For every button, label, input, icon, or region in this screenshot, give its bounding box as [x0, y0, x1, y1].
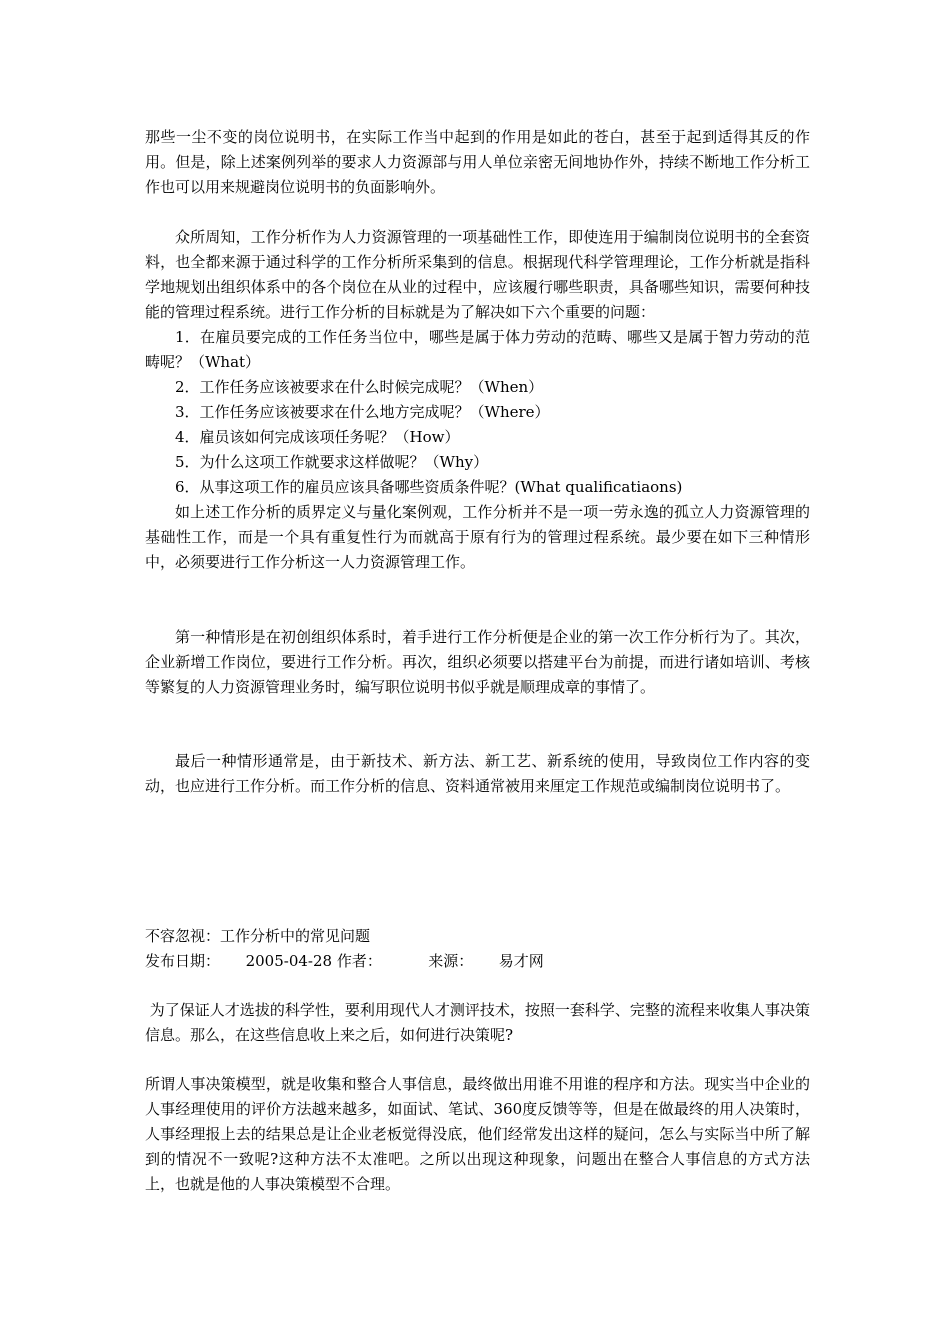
paragraph-block-4 [145, 749, 810, 799]
list-item: 2．工作任务应该被要求在什么时候完成呢？（When） [175, 378, 544, 396]
article-meta [145, 949, 810, 974]
source-value: 易才网 [498, 952, 544, 970]
source-label: 来源： [428, 952, 474, 970]
list-item: 6．从事这项工作的雇员应该具备哪些资质条件呢？(What qualificatiaons) [175, 478, 683, 496]
paragraph: 第一种情形是在初创组织体系时，着手进行工作分析便是企业的第一次工作分析行为了。其次，企业新增工作岗位，要进行工作分析。再次，组织必须要以搭建平台为前提，而进行诸如培训、考核等繁复的人力资源管理业务时，编写职位说明书似乎就是顺理成章的事情了。 [145, 628, 810, 696]
paragraph-block-6 [145, 998, 810, 1048]
author-label: 作者： [336, 952, 382, 970]
date-value: 2005-04-28 [245, 952, 333, 970]
article-title: 不容忽视：工作分析中的常见问题 [145, 927, 371, 945]
date-label: 发布日期： [145, 952, 221, 970]
paragraph-block-7 [145, 1072, 810, 1197]
paragraph: 如上述工作分析的质界定义与量化案例观，工作分析并不是一项一劳永逸的孤立人力资源管理的基础性工作，而是一个具有重复性行为而就高于原有行为的管理过程系统。最少要在如下三种情形中，必须要进行工作分析这一人力资源管理工作。 [145, 503, 810, 571]
paragraph: 所谓人事决策模型，就是收集和整合人事信息，最终做出用谁不用谁的程序和方法。现实当中企业的人事经理使用的评价方法越来越多，如面试、笔试、360度反馈等等，但是在做最终的用人决策时，人事经理报上去的结果总是让企业老板觉得没底，他们经常发出这样的疑问，怎么与实际当中所了解到的情况不一致呢?这种方法不太准吧。之所以出现这种现象，问题出在整合人事信息的方式方法上，也就是他的人事决策模型不合理。 [145, 1075, 810, 1193]
list-item: 4．雇员该如何完成该项任务呢？（How） [175, 428, 460, 446]
list-item: 1．在雇员要完成的工作任务当位中，哪些是属于体力劳动的范畴、哪些又是属于智力劳动的范畴呢？（What） [145, 328, 810, 371]
paragraph: 那些一尘不变的岗位说明书，在实际工作当中起到的作用是如此的苍白，甚至于起到适得其反的作用。但是，除上述案例列举的要求人力资源部与用人单位亲密无间地协作外，持续不断地工作分析工作也可以用来规避岗位说明书的负面影响外。 [145, 128, 810, 196]
article-header [145, 924, 810, 974]
paragraph-block-2 [145, 225, 810, 575]
paragraph: 最后一种情形通常是，由于新技术、新方法、新工艺、新系统的使用，导致岗位工作内容的变动，也应进行工作分析。而工作分析的信息、资料通常被用来厘定工作规范或编制岗位说明书了。 [145, 752, 810, 795]
list-item: 5．为什么这项工作就要求这样做呢？（Why） [175, 453, 489, 471]
paragraph: 众所周知，工作分析作为人力资源管理的一项基础性工作，即使连用于编制岗位说明书的全套资料，也全都来源于通过科学的工作分析所采集到的信息。根据现代科学管理理论，工作分析就是指科学地规划出组织体系中的各个岗位在从业的过程中，应该履行哪些职责，具备哪些知识，需要何种技能的管理过程系统。进行工作分析的目标就是为了解决如下六个重要的问题： [145, 228, 810, 321]
paragraph-block-1 [145, 125, 810, 200]
list-item: 3．工作任务应该被要求在什么地方完成呢？（Where） [175, 403, 550, 421]
paragraph: 为了保证人才选拔的科学性，要利用现代人才测评技术，按照一套科学、完整的流程来收集人事决策信息。那么，在这些信息收上来之后，如何进行决策呢? [145, 1001, 810, 1044]
paragraph-block-3 [145, 625, 810, 700]
